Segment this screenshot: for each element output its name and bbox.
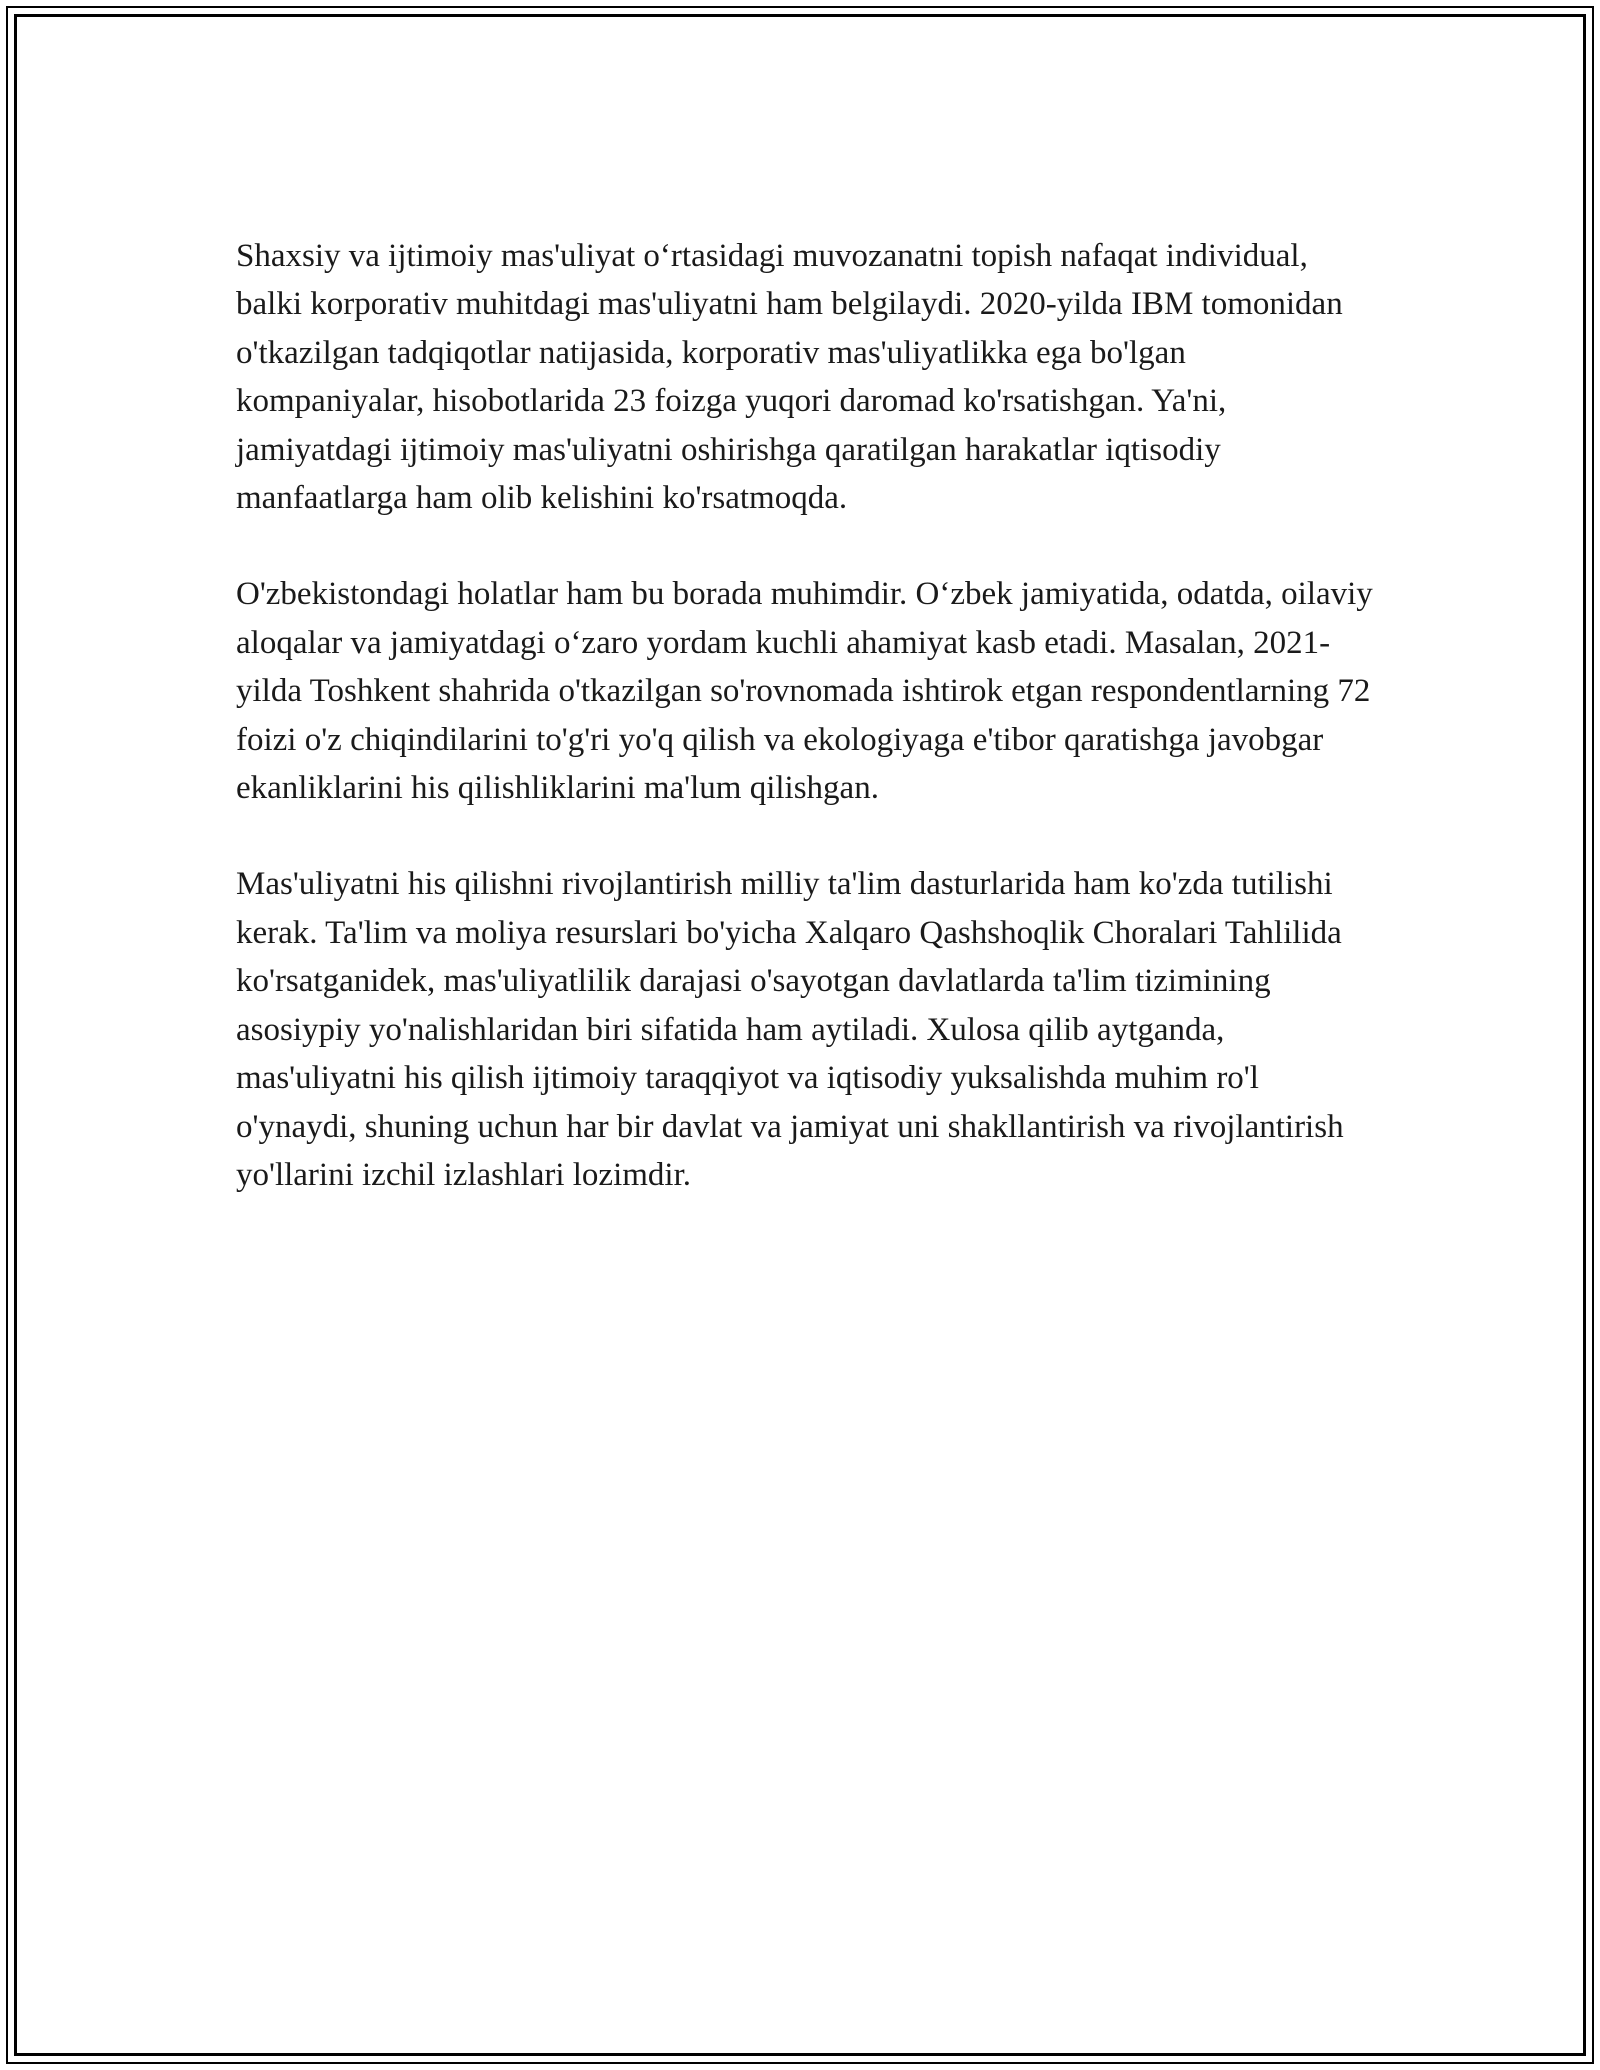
paragraph-3: Mas'uliyatni his qilishni rivojlantirish milliy ta'lim dasturlarida ham ko'zda tutilishi kerak. Ta'lim va moliya resurslari bo'yicha Xalqaro Qashshoqlik Choralari Tahlilida ko'rsatganidek, mas'uliyatlilik darajasi o'sayotgan davlatlarda ta'lim tizimining asosiypiy yo'nalishlaridan biri sifatida ham aytiladi. Xulosa qilib aytganda, mas'uliyatni his qilish ijtimoiy taraqqiyot va iqtisodiy yuksalishda muhim ro'l o'ynaydi, shuning uchun har bir davlat va jamiyat uni shakllantirish va rivojlantirish yo'llarini izchil izlashlari lozimdir. — [236, 866, 1344, 1193]
document-body — [236, 232, 1376, 1247]
paragraph-2: O'zbekistondagi holatlar ham bu borada muhimdir. O‘zbek jamiyatida, odatda, oilaviy aloqalar va jamiyatdagi o‘zaro yordam kuchli ahamiyat kasb etadi. Masalan, 2021-yilda Toshkent shahrida o'tkazilgan so'rovnomada ishtirok etgan respondentlarning 72 foizi o'z chiqindilarini to'g'ri yo'q qilish va ekologiyaga e'tibor qaratishga javobgar ekanliklarini his qilishliklarini ma'lum qilishgan. — [236, 576, 1373, 807]
paragraph-1: Shaxsiy va ijtimoiy mas'uliyat o‘rtasidagi muvozanatni topish nafaqat individual, balki korporativ muhitdagi mas'uliyatni ham belgilaydi. 2020-yilda IBM tomonidan o'tkazilgan tadqiqotlar natijasida, korporativ mas'uliyatlikka ega bo'lgan kompaniyalar, hisobotlarida 23 foizga yuqori daromad ko'rsatishgan. Ya'ni, jamiyatdagi ijtimoiy mas'uliyatni oshirishga qaratilgan harakatlar iqtisodiy manfaatlarga ham olib kelishini ko'rsatmoqda. — [236, 238, 1343, 517]
